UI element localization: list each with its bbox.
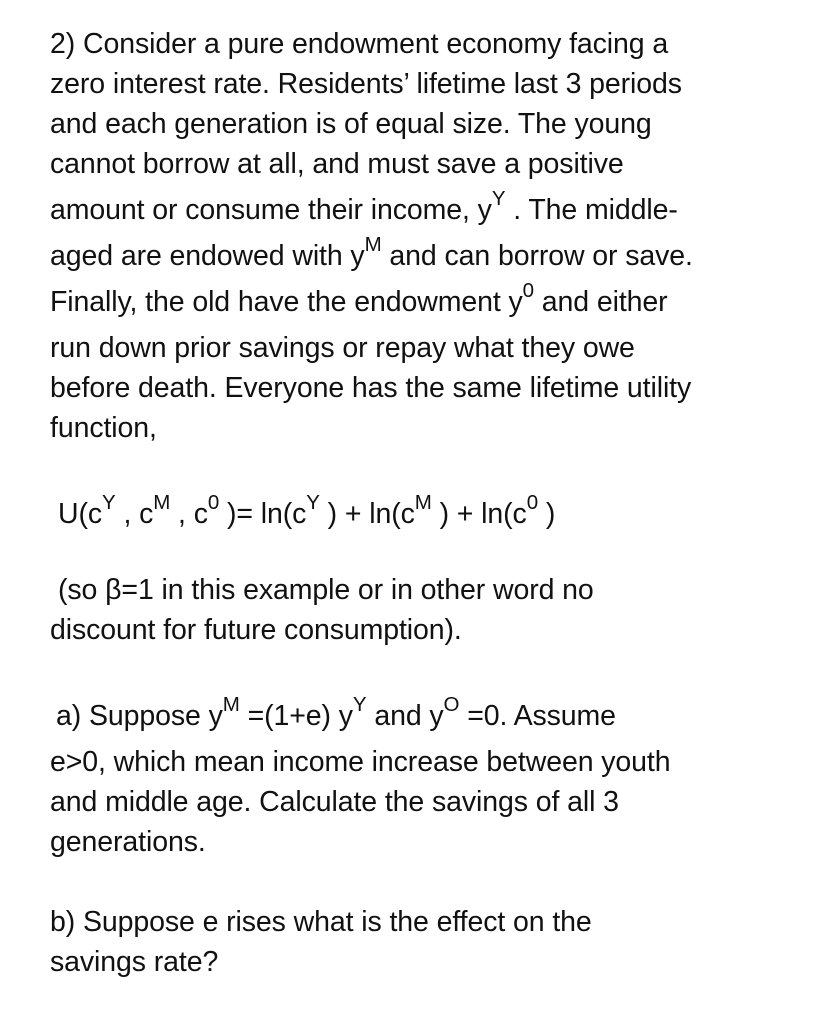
text-fragment: aged are endowed with y [50,240,365,272]
text-fragment: =0. Assume [459,700,616,732]
text-fragment: amount or consume their income, y [50,194,492,226]
superscript: 0 [526,491,538,515]
text-fragment: ) + ln(c [319,498,415,530]
text-fragment: )= ln(c [219,498,307,530]
spacer [50,862,790,902]
question-line-8: run down prior savings or repay what they owe [50,332,635,364]
text-fragment: U(c [58,498,103,530]
superscript: M [364,233,382,257]
text-fragment: a) Suppose y [56,700,223,732]
spacer [50,650,790,690]
superscript: M [222,693,240,717]
question-line-2: zero interest rate. Residents’ lifetime last 3 periods [50,68,682,100]
part-a-line-2: e>0, which mean income increase between youth [50,746,671,778]
text-fragment: ) + ln(c [431,498,527,530]
superscript: O [443,693,460,717]
text-fragment: =(1+e) y [239,700,353,732]
question-line-7 [50,276,790,328]
spacer [50,448,790,488]
question-line-1: 2) Consider a pure endowment economy facing a [50,28,669,60]
text-fragment: and can borrow or save. [381,240,693,272]
superscript: 0 [522,279,534,303]
question-line-9: before death. Everyone has the same lifetime utility [50,372,692,404]
superscript: Y [491,187,506,211]
beta-note-line-2: discount for future consumption). [50,614,462,646]
question-line-5 [50,184,790,236]
part-b-line-2: savings rate? [50,946,219,978]
superscript: M [153,491,171,515]
part-b-line-1: b) Suppose e rises what is the effect on the [50,906,592,938]
text-fragment: . The middle- [505,194,678,226]
question-line-6 [50,233,790,276]
text-fragment: , c [115,498,154,530]
question-line-10: function, [50,412,157,444]
utility-function [50,488,790,540]
beta-note-line-1: (so β=1 in this example or in other word no [58,574,594,606]
superscript: M [414,491,432,515]
superscript: 0 [207,491,220,515]
spacer [50,540,790,570]
superscript: Y [102,491,116,515]
part-a-line-3: and middle age. Calculate the savings of all 3 [50,786,619,818]
text-fragment: ) [538,498,556,530]
text-fragment: and either [533,286,668,318]
problem-text [50,24,790,982]
superscript: Y [352,693,367,717]
question-line-3: and each generation is of equal size. The young [50,108,652,140]
text-fragment: and y [366,700,444,732]
part-a-line-4: generations. [50,826,206,858]
text-fragment: Finally, the old have the endowment y [50,286,523,318]
superscript: Y [306,491,320,515]
question-line-4: cannot borrow at all, and must save a positive [50,148,624,180]
text-fragment: , c [170,498,208,530]
part-a-line-1 [50,690,790,742]
